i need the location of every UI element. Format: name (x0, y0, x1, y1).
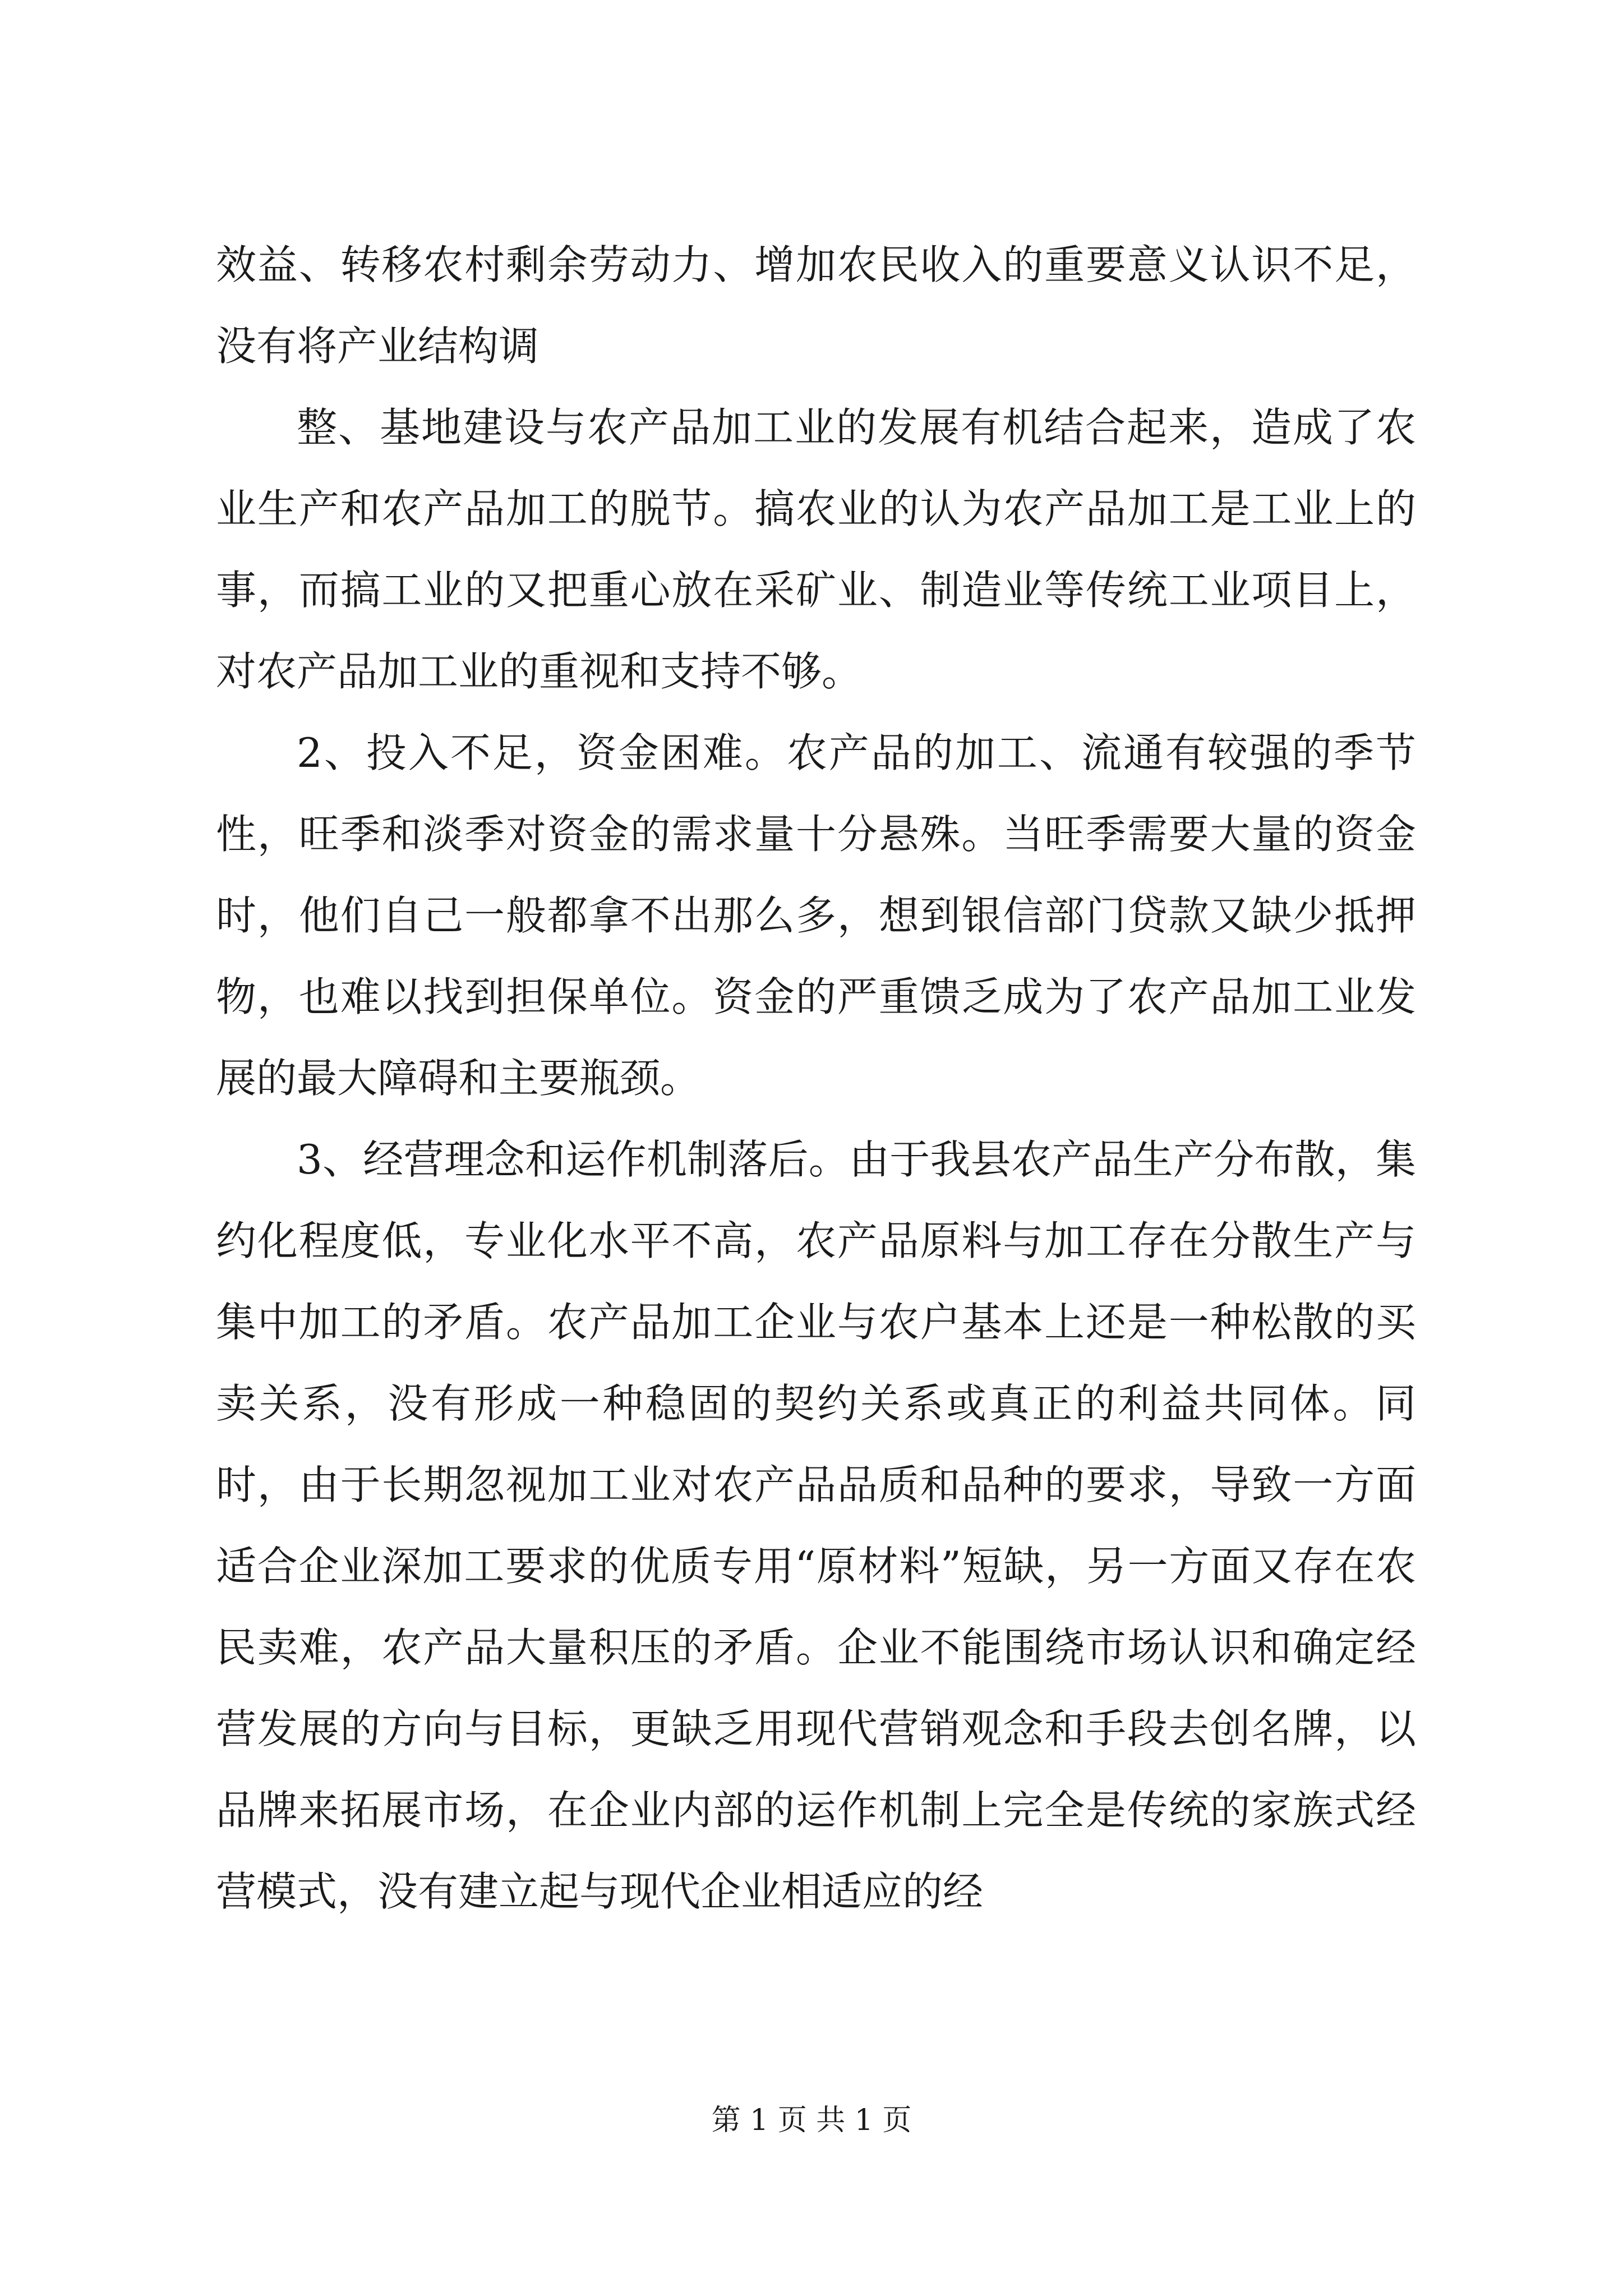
paragraph-3: 2、投入不足，资金困难。农产品的加工、流通有较强的季节性，旺季和淡季对资金的需求量十分悬殊。当旺季需要大量的资金时，他们自己一般都拿不出那么多，想到银信部门贷款又缺少抵押物，也难以找到担保单位。资金的严重馈乏成为了农产品加工业发展的最大障碍和主要瓶颈。 (216, 729, 1416, 1102)
paragraph-4: 3、经营理念和运作机制落后。由于我县农产品生产分布散，集约化程度低，专业化水平不高，农产品原料与加工存在分散生产与集中加工的矛盾。农产品加工企业与农户基本上还是一种松散的买卖关系，没有形成一种稳固的契约关系或真正的利益共同体。同时，由于长期忽视加工业对农产品品质和品种的要求，导致一方面适合企业深加工要求的优质专用“原材料”短缺，另一方面又存在农民卖难，农产品大量积压的矛盾。企业不能围绕市场认识和确定经营发展的方向与目标，更缺乏用现代营销观念和手段去创名牌，以品牌来拓展市场，在企业内部的运作机制上完全是传统的家族式经营模式，没有建立起与现代企业相适应的经 (216, 1136, 1416, 1915)
paragraph-2: 整、基地建设与农产品加工业的发展有机结合起来，造成了农业生产和农产品加工的脱节。搞农业的认为农产品加工是工业上的事，而搞工业的又把重心放在采矿业、制造业等传统工业项目上，对农产品加工业的重视和支持不够。 (216, 404, 1416, 695)
paragraph-1: 效益、转移农村剩余劳动力、增加农民收入的重要意义认识不足，没有将产业结构调 (216, 241, 1416, 370)
page-footer: 第 1 页 共 1 页 (711, 2104, 912, 2137)
document-body (216, 224, 1416, 1932)
